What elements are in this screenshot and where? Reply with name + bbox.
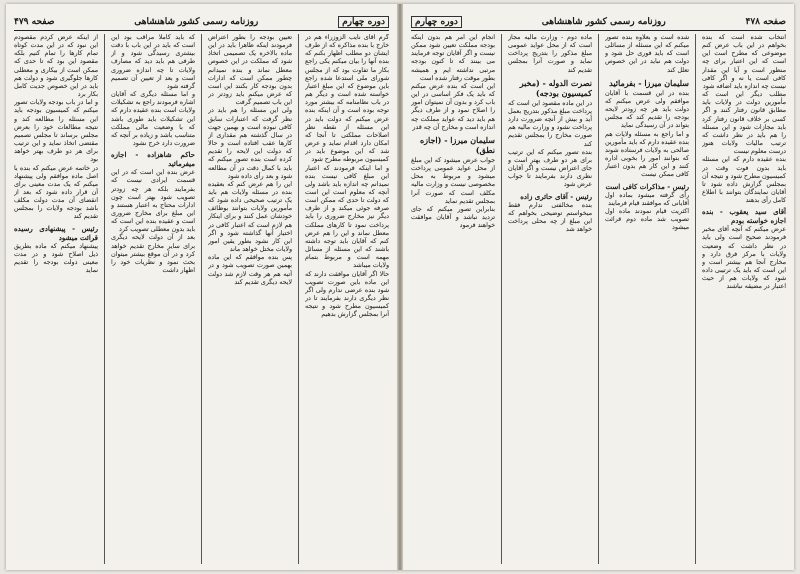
speaker-heading: رئیس - مذاکرات کافی است (605, 181, 689, 191)
paragraph: اکثریت قیام نمودند ماده اول تصویب شد ماده دوم قرائت میشود (605, 207, 689, 232)
paragraph: این است که بنده عرض میکنم که باید یک فکر اساسی در این باب کرد و بدون آن نمیتوان امور را اصلاح نمود و از طرف دیگر هم باید دید که عواید مملکت چه اندازه است و مخارج آن چه قدر (411, 82, 495, 131)
column-rule (201, 34, 202, 564)
left-column-2 (208, 34, 292, 564)
paragraph: بنابراین تصور میکنم که جای تردید نباشد و آقایان موافقت خواهند فرمود (411, 205, 495, 230)
right-column-2 (605, 34, 689, 564)
paragraph: عرض میکنم که آنچه آقای مخبر فرمودند صحیح است ولی باید در نظر داشت که وضعیت ولایات با مرکز فرق دارد و مخارج آنجا هم بیشتر است و این است که باید یک ترتیبی داده شود که ولایات هم از حیث اعتبار در مضیقه نباشند (702, 226, 786, 291)
paragraph: که باید کاملا مراقب بود این است که باید در این باب با دقت بیشتری رسیدگی شود و از طرفی هم باید دید که مصارف ولایات تا چه اندازه ضروری است و بعد از تعیین آن تصمیم گرفته شود (111, 34, 195, 90)
right-page-number: صفحه ۴۷۸ (745, 17, 786, 27)
right-page-header (411, 14, 786, 31)
left-page (6, 4, 397, 570)
paragraph: حالا اگر آقایان موافقت دارند که این ماده باین صورت تصویب شود بنده عرضی ندارم ولی اگر نظر دیگری دارند بفرمایند تا در کمیسیون مطرح شود و نتیجه آنرا بمجلس گزارش بدهیم (305, 270, 389, 319)
paragraph: و اما در باب بودجه ولایات تصور میکنم که کمیسیون بودجه باید این مسئله را مطالعه کند و نتیجه مطالعات خود را بعرض مجلس برساند تا مجلس تصمیم مقتضی اتخاذ نماید و این ترتیب برای هر دو طرف بهتر خواهد بود (14, 99, 98, 164)
paragraph: و اما راجع به مسئله ولایات هم بنده عقیده دارم که باید مأمورین صالحی به ولایات فرستاده شوند که بتوانند امور را بخوبی اداره کنند و این کار هم بدون اعتبار کافی ممکن نیست (605, 130, 689, 179)
paragraph: پیشنهاد میکنم که ماده بطریق ذیل اصلاح شود و در مدت معینی دولت بودجه را تقدیم نماید (14, 242, 98, 275)
paragraph: بنده تصور میکنم که این ترتیب برای هر دو طرف بهتر است و جای اعتراض نیست و اگر آقایان نظری دارند بفرمایند تا جواب عرض شود (508, 148, 592, 189)
paragraph: انتخاب شده است که بنده بخواهم در این باب عرض کنم موضوعی که مطرح است این است که این اعتبار برای چه منظور است و آیا این مقدار کافی است یا نه و اگر کافی نیست چه اندازه باید اضافه شود (702, 34, 786, 90)
paragraph: مطلب دیگر این است که مأمورین دولت در ولایات باید مطابق قانون رفتار کنند و اگر کسی بر خلاف قانون رفتار کرد باید مجازات شود و این مسئله را هم باید در نظر داشت که ترتیب مالیات ولایات هنوز درست معلوم نیست (702, 91, 786, 156)
column-rule (695, 34, 696, 564)
column-rule (501, 34, 502, 564)
paragraph: ماده دوم - وزارت مالیه مجاز است که از محل عواید عمومی مبلغ مذکور را بتدریج پرداخت نماید و صورت آنرا بمجلس تقدیم کند (508, 34, 592, 74)
left-column-1 (305, 34, 389, 564)
right-column-1 (702, 34, 786, 564)
paragraph: در این ماده مقصود این است که پرداخت مبلغ مذکور بتدریج بعمل آید و بیش از آنچه ضرورت دارد پرداخت نشود و وزارت مالیه هم صورت مخارج را بمجلس تقدیم کند (508, 99, 592, 148)
right-column-4 (411, 34, 495, 564)
right-page (403, 4, 794, 570)
left-volume: دوره چهارم (338, 16, 389, 28)
left-columns (14, 34, 389, 564)
left-running-title: روزنامه رسمی کشور شاهنشاهی (134, 17, 259, 27)
paragraph: ولی این مسئله را هم باید در نظر گرفت که اعتبارات سابق کافی نبوده است و بهمین جهت در سال گذشته هم مقداری از کارها عقب افتاده است و حالا که دولت این لایحه را تقدیم کرده است بنده تصور میکنم که باید با کمال دقت در آن مطالعه شود و بعد رأی داده شود (208, 107, 292, 180)
paragraph: انجام این امر هم بدون اینکه بودجه مملکت تعیین شود ممکن نیست و اگر آقایان توجه فرمایند می بینند که تا کنون بودجه مرتبی نداشته ایم و همیشه بطور موقت رفتار شده است (411, 34, 495, 82)
paragraph: در خاتمه عرض میکنم که بنده با اصل ماده موافقم ولی پیشنهاد میکنم که یک مدت معینی برای آن قرار داده شود که بعد از انقضای آن مدت دولت مکلف باشد بودجه ولایات را بمجلس تقدیم کند (14, 164, 98, 221)
speaker-heading: آقای سید یعقوب - بنده اجازه خواسته بودم (702, 207, 786, 226)
newspaper-spread (6, 4, 794, 570)
paragraph: بعد از آن دولت لایحه دیگری برای سایر مخارج تقدیم خواهد کرد و در آن موقع بیشتر میتوان بحث نمود و نظریات خود را اظهار داشت (111, 234, 195, 275)
right-running-title: روزنامه رسمی کشور شاهنشاهی (541, 17, 666, 27)
speaker-heading: سلیمان میرزا - بفرمائید (609, 77, 689, 88)
paragraph: رأی گرفته میشود بماده اول آقایانی که موافقند قیام فرمایند (605, 191, 689, 207)
paragraph: عرض بنده این است که در این قسمت ایرادی نیست که بفرمایند بلکه هر چه زودتر تصویب شود بهتر است چون ادارات محتاج به اعتبار هستند و این مبلغ برای مخارج ضروری است و عقیده بنده این است که باید بدون معطلی تصویب کرد (111, 169, 195, 234)
paragraph: پس بنده موافقم که این ماده بهمین صورت تصویب شود و در آتیه هم هر وقت لازم شد دولت لایحه دیگری تقدیم کند (208, 254, 292, 286)
right-columns (411, 34, 786, 564)
paragraph: شده است و بعلاوه بنده تصور میکنم که این مسئله از مسائلی است که باید فوری حل شود و دولت هم نباید در این خصوص تعلل کند (605, 34, 689, 74)
paragraph: بنده در این قسمت با آقایان موافقم ولی عرض میکنم که دولت باید هر چه زودتر لایحه بودجه را تقدیم کند که مجلس بتواند در آن رسیدگی نماید (605, 89, 689, 130)
speaker-heading: سلیمان میرزا - (اجازه نطق) (419, 134, 495, 155)
left-page-number: صفحه ۴۷۹ (14, 17, 55, 27)
paragraph: و اما مسئله دیگری که آقایان اشاره فرمودند راجع به تشکیلات ولایات است بنده عقیده دارم که این تشکیلات باید طوری باشد که با وضعیت مالی مملکت متناسب باشد و زیاده بر آنچه که ضرورت دارد خرج نشود (111, 91, 195, 148)
paragraph: و اما اینکه فرمودند که اعتبار این مبلغ کافی نیست بنده نمیدانم چه اندازه باید باشد ولی آنچه که معلوم است این است که دولت تا حدی که ممکن است صرفه جوئی میکند و از طرف دیگر نیز مخارج ضروری را باید پرداخت نمود تا کارهای مملکت معطل نماند و این را هم عرض کنم که آقایان باید توجه داشته باشند که این مسئله از مسائل مهمه است و مربوط بتمام ولایات میباشد (305, 164, 389, 270)
paragraph: از اینکه عرض کردم مقصودم این نبود که در این مدت کوتاه تمام کارها را تمام کنیم بلکه مقصود این بود که تا حدی که ممکن است از بیکاری و معطلی کارها جلوگیری شود و دولت هم باید در این خصوص جدیت کامل بکار برد (14, 34, 98, 99)
paragraph: بنده مخالفتی ندارم فقط میخواستم توضیحی بخواهم که این مبلغ از چه محلی پرداخت خواهد شد (508, 201, 592, 233)
column-rule (104, 34, 105, 564)
column-rule (598, 34, 599, 564)
paragraph: بنده عقیده دارم که این مسئله باید بدون فوت وقت در کمیسیون مطرح شود و نتیجه آن بمجلس گزارش داده شود تا آقایان نمایندگان بتوانند با اطلاع کامل رأی بدهند (702, 156, 786, 205)
column-rule (298, 34, 299, 564)
right-column-3 (508, 34, 592, 564)
right-volume: دوره چهارم (411, 16, 462, 28)
left-column-4 (14, 34, 98, 564)
paragraph: این را هم عرض کنم که بعقیده بنده در مسئله ولایات هم باید یک ترتیب صحیحی داده شود که مأمورین ولایات بتوانند بوظائف خودشان عمل کنند و برای اینکار هم لازم است که اعتبار کافی در اختیار آنها گذاشته شود و اگر این کار نشود بطور یقین امور ولایات مختل خواهد ماند (208, 180, 292, 254)
speaker-heading: نصرت الدوله - (مخبر کمیسیون بودجه) (519, 77, 592, 98)
speaker-heading: رئیس - آقای حائری زاده (520, 191, 592, 201)
speaker-heading: رئیس - پیشنهادی رسیده قرائت میشود (14, 223, 98, 242)
left-column-3 (111, 34, 195, 564)
paragraph: جواب عرض میشود که این مبلغ از محل عواید عمومی پرداخت میشود و مربوط به محل مخصوصی نیست و وزارت مالیه مکلف است که صورت آنرا بمجلس تقدیم نماید (411, 156, 495, 205)
left-page-header (14, 14, 389, 31)
speaker-heading: حاکم شاهزاده - اجازه میفرمائید (111, 150, 195, 169)
paragraph: گرم آقای نایب الزوزراء هم در خارج با بنده مذاکره که از طرف ایشان دو مطلب اظهار بکنم که بنده آنها را بیان میکنم یکی راجع بکار ما تفاوت بود که از مجلس شورای ملی استدعا شده راجع باین موضوع که این مبلغ اعتبار خواسته شده است و دیگر هم در باب نظامنامه که بیشتر مورد توجه بوده است و آن اینکه بنده عرض میکنم که دولت باید در این مسئله از نقطه نظر اصلاحات مملکتی تا آنجا که امکان دارد اقدام نماید و عرض شد که این موضوع باید در کمیسیون مربوطه مطرح شود (305, 34, 389, 164)
paragraph: تعیین بودجه را بطور اعتراض فرمودند اینکه ظاهرا باید در این ماده بالاخره یک تصمیمی اتخاذ شود که مملکت در این خصوص معطل نماند و بنده نمیدانم چطور ممکن است که ادارات بدون بودجه کار بکنند این است که عرض میکنم باید زودتر در این باب تصمیم گرفت (208, 34, 292, 107)
